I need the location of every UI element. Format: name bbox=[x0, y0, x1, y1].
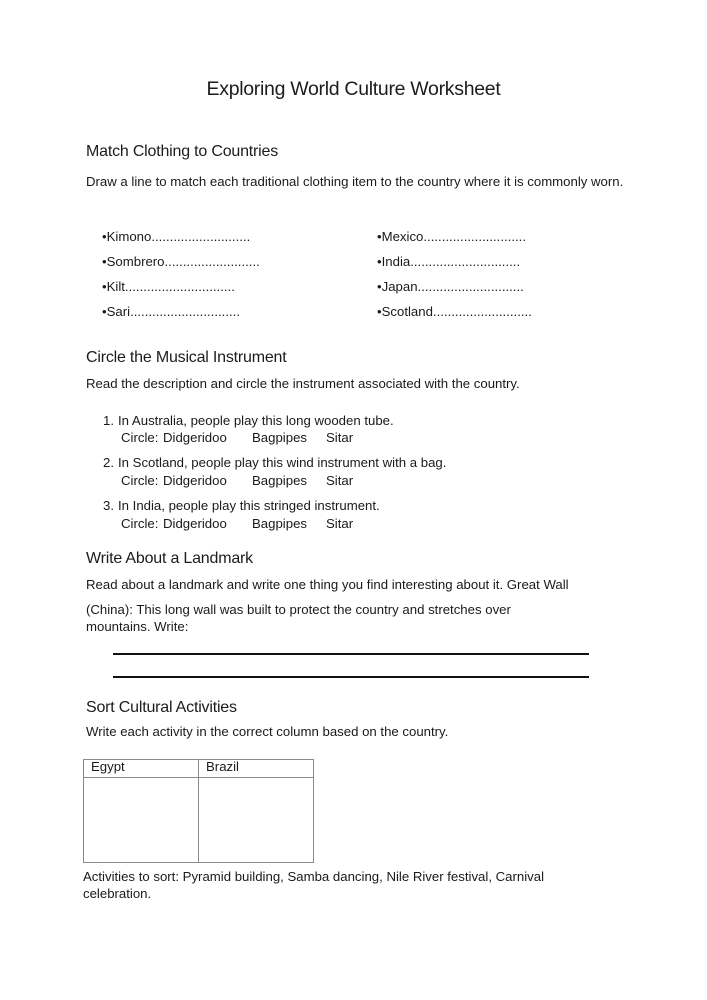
question-number: 2. bbox=[103, 455, 114, 470]
choice-didgeridoo[interactable]: Didgeridoo bbox=[163, 473, 227, 488]
question-number: 3. bbox=[103, 498, 114, 513]
landmark-instructions-line2: (China): This long wall was built to protect the country and stretches over mountains. Write: bbox=[86, 602, 511, 634]
column-brazil bbox=[199, 760, 314, 862]
column-header-brazil: Brazil bbox=[199, 760, 314, 778]
choice-bagpipes[interactable]: Bagpipes bbox=[252, 473, 307, 488]
country-item-mexico: •Mexico............................ bbox=[377, 229, 526, 244]
circle-label: Circle: bbox=[121, 430, 159, 445]
writing-line-2[interactable] bbox=[113, 676, 589, 678]
choice-didgeridoo[interactable]: Didgeridoo bbox=[163, 516, 227, 531]
activities-list: Activities to sort: Pyramid building, Samba dancing, Nile River festival, Carnival celebration. bbox=[83, 869, 545, 901]
question-text: In India, people play this stringed instrument. bbox=[118, 498, 380, 513]
question-text: In Scotland, people play this wind instrument with a bag. bbox=[118, 455, 447, 470]
choice-bagpipes[interactable]: Bagpipes bbox=[252, 430, 307, 445]
choice-sitar[interactable]: Sitar bbox=[326, 516, 354, 531]
question-number: 1. bbox=[103, 413, 114, 428]
choice-didgeridoo[interactable]: Didgeridoo bbox=[163, 430, 227, 445]
answer-cell-brazil[interactable] bbox=[199, 778, 314, 863]
answer-cell-egypt[interactable] bbox=[84, 778, 198, 863]
country-item-scotland: •Scotland........................... bbox=[377, 304, 532, 319]
country-item-japan: •Japan............................. bbox=[377, 279, 524, 294]
clothing-item-kilt: •Kilt.............................. bbox=[102, 279, 235, 294]
clothing-item-sombrero: •Sombrero.......................... bbox=[102, 254, 260, 269]
section-heading-match: Match Clothing to Countries bbox=[86, 143, 279, 160]
instrument-instructions: Read the description and circle the instrument associated with the country. bbox=[86, 376, 520, 391]
section-heading-instrument: Circle the Musical Instrument bbox=[86, 349, 287, 366]
sort-instructions: Write each activity in the correct column based on the country. bbox=[86, 724, 449, 739]
choice-sitar[interactable]: Sitar bbox=[326, 430, 354, 445]
question-text: In Australia, people play this long wooden tube. bbox=[118, 413, 394, 428]
match-instructions: Draw a line to match each traditional clothing item to the country where it is commonly worn. bbox=[86, 174, 624, 189]
section-heading-landmark: Write About a Landmark bbox=[86, 550, 253, 567]
choice-bagpipes[interactable]: Bagpipes bbox=[252, 516, 307, 531]
clothing-item-sari: •Sari.............................. bbox=[102, 304, 240, 319]
page-title: Exploring World Culture Worksheet bbox=[206, 78, 501, 100]
column-header-egypt: Egypt bbox=[84, 760, 198, 778]
circle-label: Circle: bbox=[121, 473, 159, 488]
sort-table bbox=[83, 759, 314, 863]
country-item-india: •India.............................. bbox=[377, 254, 521, 269]
landmark-instructions-line1: Read about a landmark and write one thing you find interesting about it. Great Wall bbox=[86, 577, 569, 592]
circle-label: Circle: bbox=[121, 516, 159, 531]
section-heading-sort: Sort Cultural Activities bbox=[86, 699, 237, 716]
clothing-item-kimono: •Kimono........................... bbox=[102, 229, 251, 244]
choice-sitar[interactable]: Sitar bbox=[326, 473, 354, 488]
writing-line-1[interactable] bbox=[113, 653, 589, 655]
column-egypt bbox=[84, 760, 199, 862]
